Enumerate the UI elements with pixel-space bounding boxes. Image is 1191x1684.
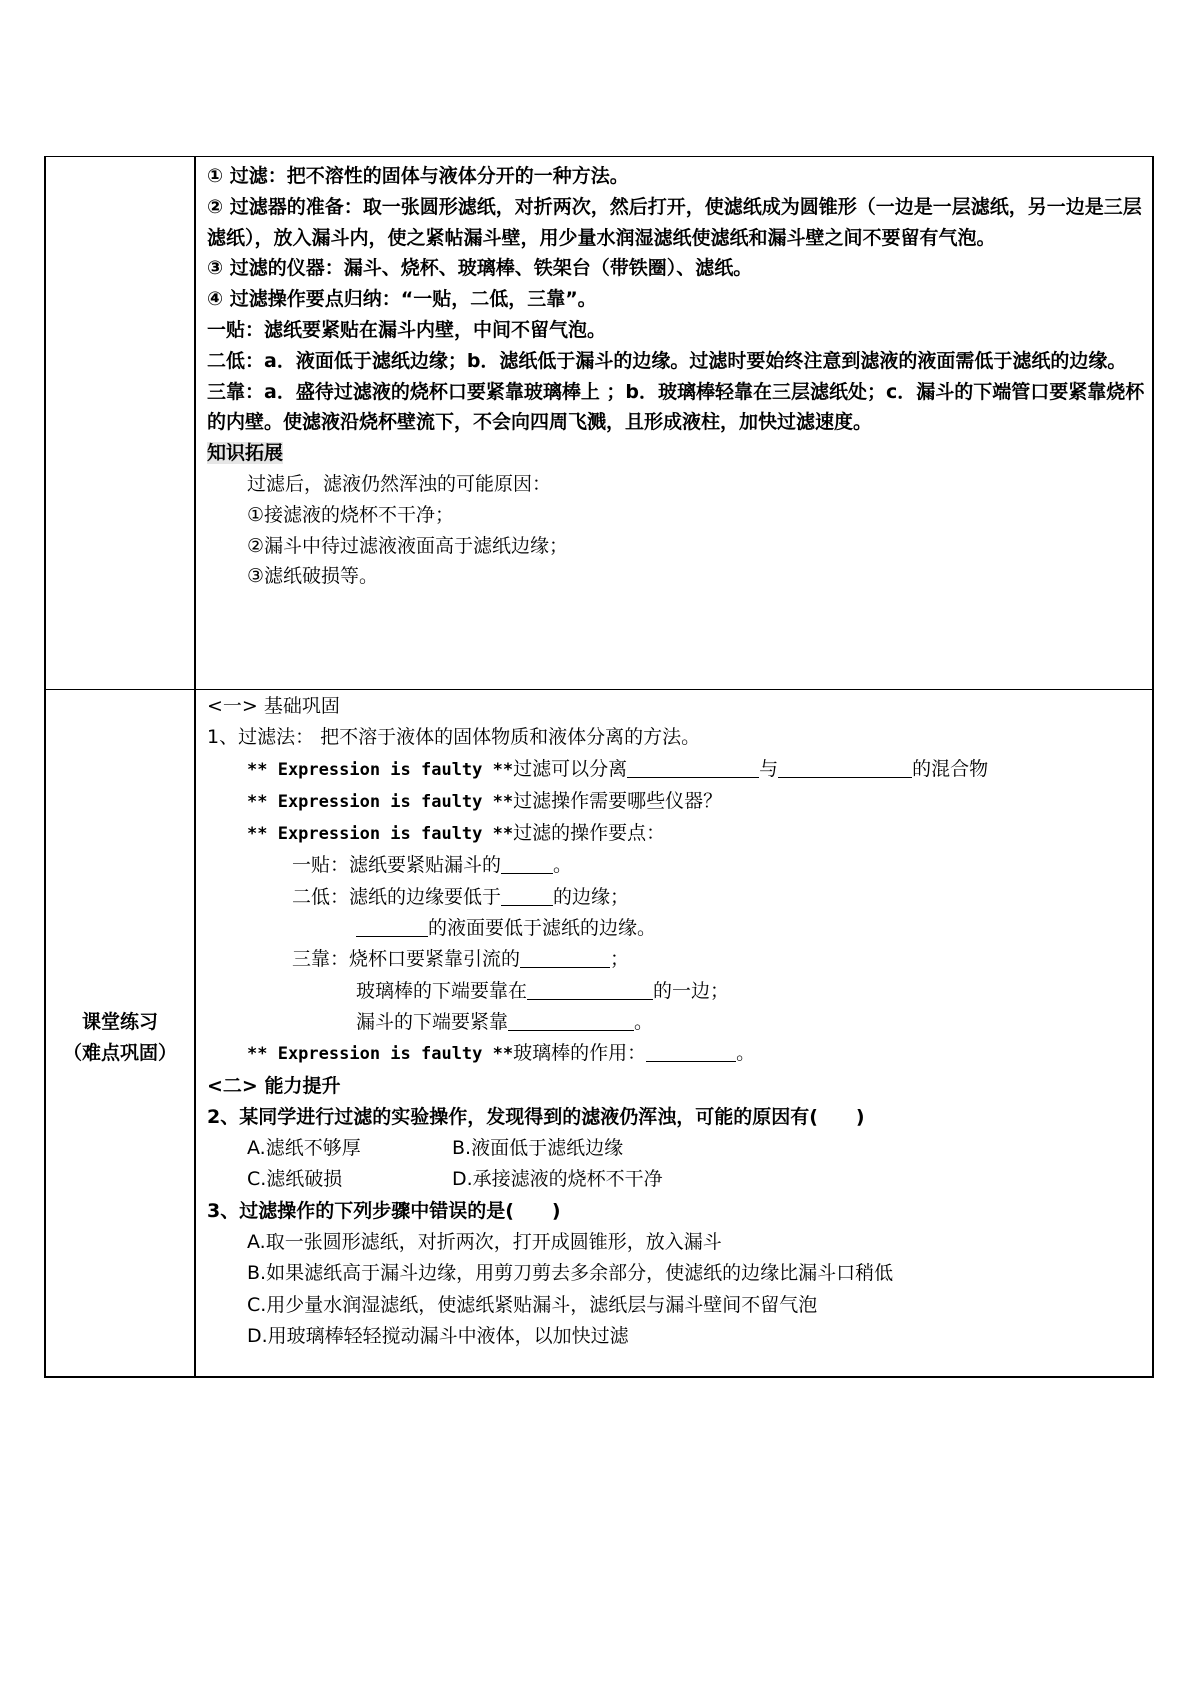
extension-line: 过滤后，滤液仍然浑浊的可能原因：	[247, 472, 552, 495]
exercise-content	[207, 691, 1147, 1352]
row-divider	[46, 689, 1152, 690]
error-text: ** Expression is faulty **	[247, 759, 514, 780]
question-1d: ** Expression is faulty **玻璃棒的作用： 。	[207, 1038, 1147, 1070]
option-d: D.承接滤液的烧杯不干净	[452, 1168, 663, 1191]
column-divider	[194, 157, 196, 1376]
point-erdi: 二低：滤纸的边缘要低于 的边缘；	[207, 882, 1147, 913]
answer-blank	[508, 1008, 634, 1031]
note-line: 一贴：滤纸要紧贴在漏斗内壁，中间不留气泡。	[207, 318, 607, 341]
point-erdi-2: 的液面要低于滤纸的边缘。	[207, 913, 1147, 944]
answer-blank	[646, 1039, 736, 1062]
row-label-line1: 课堂练习	[81, 1011, 158, 1033]
note-line: 二低：a．液面低于滤纸边缘；b．滤纸低于漏斗的边缘。过滤时要始终注意到滤液的液面需低于滤纸的边缘。	[207, 349, 1127, 372]
answer-blank	[520, 945, 610, 968]
point-sankao: 三靠：烧杯口要紧靠引流的 ；	[207, 944, 1147, 975]
point-sankao-3: 漏斗的下端要紧靠 。	[207, 1007, 1147, 1038]
note-line: ② 过滤器的准备：取一张圆形滤纸，对折两次，然后打开，使滤纸成为圆锥形（一边是一层滤纸，另一边是三层滤纸），放入漏斗内，使之紧帖漏斗壁，用少量水润湿滤纸使滤纸和漏斗壁之间不要留有气泡。	[207, 195, 1142, 249]
option-b: B.如果滤纸高于漏斗边缘，用剪刀剪去多余部分，使滤纸的边缘比漏斗口稍低	[247, 1262, 894, 1285]
note-line: 三靠：a．盛待过滤液的烧杯口要紧靠玻璃棒上 ；b．玻璃棒轻靠在三层滤纸处；c．漏斗的下端管口要紧靠烧杯的内壁。使滤液沿烧杯壁流下，不会向四周飞溅，且形成液柱，加快过滤速度。	[207, 380, 1145, 434]
note-line: ③ 过滤的仪器：漏斗、烧杯、玻璃棒、铁架台（带铁圈）、滤纸。	[207, 257, 753, 280]
answer-blank	[501, 883, 553, 906]
note-line: ① 过滤：把不溶性的固体与液体分开的一种方法。	[207, 165, 629, 187]
answer-blank	[778, 755, 912, 778]
question-2: 2、某同学进行过滤的实验操作，发现得到的滤液仍浑浊，可能的原因有( )	[207, 1105, 865, 1128]
question-1c: ** Expression is faulty **过滤的操作要点：	[247, 822, 666, 845]
extension-title: 知识拓展	[207, 442, 284, 465]
answer-blank	[501, 851, 553, 874]
row-label-line2: （难点巩固）	[62, 1042, 177, 1064]
extension-line: ①接滤液的烧杯不干净；	[247, 503, 455, 526]
error-text: ** Expression is faulty **	[247, 824, 514, 845]
filtration-notes	[207, 161, 1147, 592]
question-3: 3、过滤操作的下列步骤中错误的是( )	[207, 1199, 561, 1222]
question-2-options	[207, 1133, 1147, 1164]
option-a: A.取一张圆形滤纸，对折两次，打开成圆锥形，放入漏斗	[247, 1231, 722, 1254]
extension-line: ②漏斗中待过滤液液面高于滤纸边缘；	[247, 534, 569, 557]
error-text: ** Expression is faulty **	[247, 1044, 514, 1065]
question-1b: ** Expression is faulty **过滤操作需要哪些仪器？	[247, 789, 723, 812]
lesson-table	[44, 156, 1154, 1378]
row-label	[46, 1007, 194, 1069]
answer-blank	[527, 977, 653, 1000]
answer-blank	[627, 755, 759, 778]
section-heading: <二> 能力提升	[207, 1074, 341, 1097]
option-c: C.滤纸破损	[247, 1168, 343, 1191]
point-sankao-2: 玻璃棒的下端要靠在 的一边；	[207, 976, 1147, 1007]
option-c: C.用少量水润湿滤纸，使滤纸紧贴漏斗，滤纸层与漏斗壁间不留气泡	[247, 1293, 818, 1316]
option-d: D.用玻璃棒轻轻搅动漏斗中液体，以加快过滤	[247, 1324, 629, 1347]
option-b: B.液面低于滤纸边缘	[452, 1137, 624, 1160]
question-2-options	[207, 1164, 1147, 1195]
note-line: ④ 过滤操作要点归纳：“一贴，二低，三靠”。	[207, 288, 597, 311]
answer-blank	[356, 914, 428, 937]
question-1: 1、过滤法： 把不溶于液体的固体物质和液体分离的方法。	[207, 726, 701, 749]
question-1a: ** Expression is faulty **过滤可以分离 与 的混合物	[207, 754, 1147, 786]
option-a: A.滤纸不够厚	[247, 1137, 361, 1160]
point-yitie: 一贴：滤纸要紧贴漏斗的 。	[207, 850, 1147, 881]
extension-line: ③滤纸破损等。	[247, 565, 379, 588]
section-heading: <一> 基础巩固	[207, 695, 340, 717]
error-text: ** Expression is faulty **	[247, 791, 514, 812]
